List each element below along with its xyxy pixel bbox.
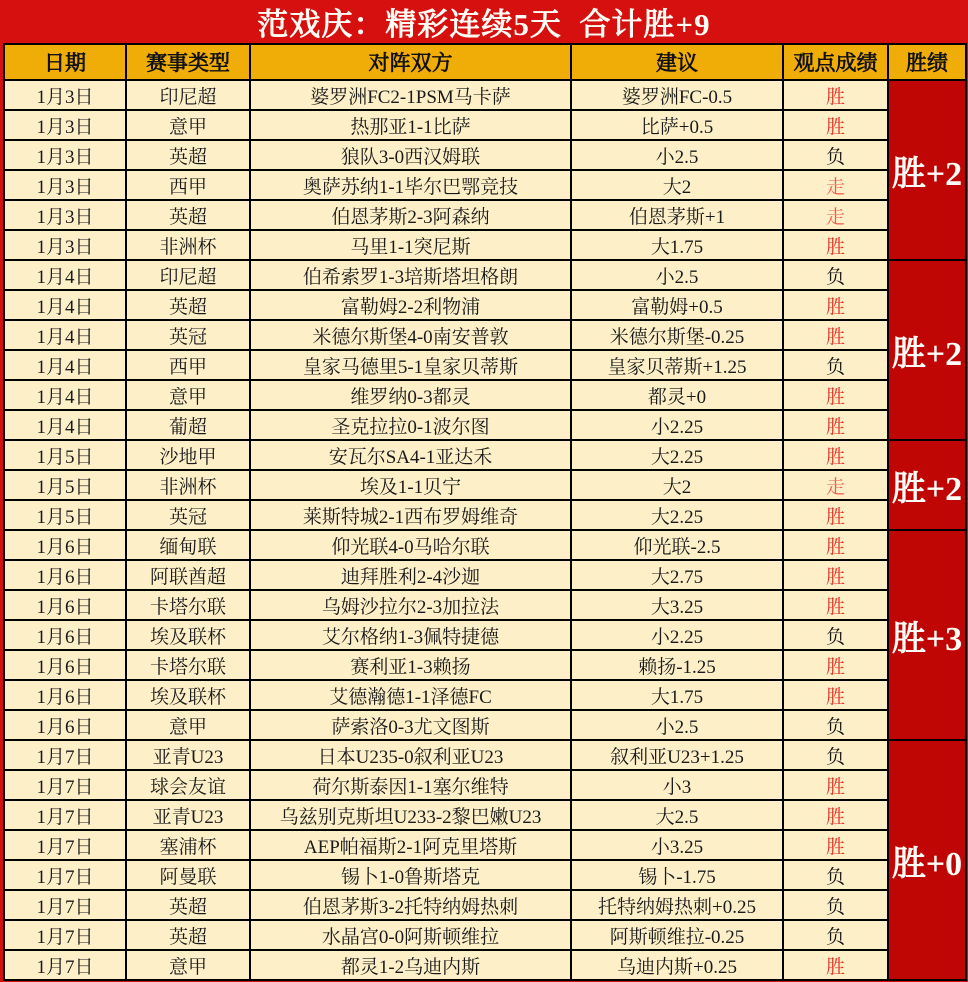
table-row: [4, 500, 966, 530]
date-cell: 1月3日: [4, 80, 126, 110]
result-cell: 走: [783, 170, 888, 200]
date-cell: 1月7日: [4, 770, 126, 800]
result-cell: 胜: [783, 680, 888, 710]
tip-cell: 大2: [571, 470, 783, 500]
table-row: [4, 380, 966, 410]
league-cell: 缅甸联: [126, 530, 250, 560]
league-cell: 亚青U23: [126, 800, 250, 830]
tip-cell: 伯恩茅斯+1: [571, 200, 783, 230]
table-row: [4, 260, 966, 290]
table-row: [4, 710, 966, 740]
header-date: 日期: [4, 44, 126, 80]
league-cell: 英超: [126, 200, 250, 230]
league-cell: 英超: [126, 140, 250, 170]
header-match: 对阵双方: [250, 44, 571, 80]
streak-cell: 胜+0: [888, 740, 966, 980]
result-cell: 胜: [783, 800, 888, 830]
streak-cell: 胜+3: [888, 530, 966, 740]
tip-cell: 比萨+0.5: [571, 110, 783, 140]
table-row: [4, 410, 966, 440]
table-row: [4, 140, 966, 170]
date-cell: 1月7日: [4, 800, 126, 830]
match-cell: 富勒姆2-2利物浦: [250, 290, 571, 320]
match-cell: 乌兹别克斯坦U233-2黎巴嫩U23: [250, 800, 571, 830]
date-cell: 1月6日: [4, 560, 126, 590]
date-cell: 1月6日: [4, 680, 126, 710]
tip-cell: 锡卜-1.75: [571, 860, 783, 890]
table-row: [4, 920, 966, 950]
date-cell: 1月7日: [4, 920, 126, 950]
tip-cell: 仰光联-2.5: [571, 530, 783, 560]
title-bar: [3, 0, 965, 43]
date-cell: 1月3日: [4, 110, 126, 140]
match-cell: 维罗纳0-3都灵: [250, 380, 571, 410]
result-cell: 负: [783, 140, 888, 170]
tip-cell: 大3.25: [571, 590, 783, 620]
table-row: [4, 320, 966, 350]
match-cell: 伯恩茅斯3-2托特纳姆热刺: [250, 890, 571, 920]
league-cell: 意甲: [126, 110, 250, 140]
tip-cell: 大2.25: [571, 500, 783, 530]
match-cell: 马里1-1突尼斯: [250, 230, 571, 260]
result-cell: 胜: [783, 560, 888, 590]
header-row: [4, 44, 966, 80]
tip-cell: 大2.75: [571, 560, 783, 590]
match-cell: 埃及1-1贝宁: [250, 470, 571, 500]
table-row: [4, 590, 966, 620]
league-cell: 印尼超: [126, 260, 250, 290]
league-cell: 印尼超: [126, 80, 250, 110]
date-cell: 1月7日: [4, 950, 126, 980]
match-cell: 伯希索罗1-3培斯塔坦格朗: [250, 260, 571, 290]
table-row: [4, 470, 966, 500]
league-cell: 意甲: [126, 950, 250, 980]
date-cell: 1月4日: [4, 410, 126, 440]
date-cell: 1月6日: [4, 650, 126, 680]
match-cell: 萨索洛0-3尤文图斯: [250, 710, 571, 740]
match-cell: 婆罗洲FC2-1PSM马卡萨: [250, 80, 571, 110]
result-cell: 胜: [783, 80, 888, 110]
result-cell: 负: [783, 710, 888, 740]
table-row: [4, 170, 966, 200]
date-cell: 1月3日: [4, 140, 126, 170]
date-cell: 1月6日: [4, 710, 126, 740]
league-cell: 英超: [126, 290, 250, 320]
date-cell: 1月6日: [4, 590, 126, 620]
match-cell: 莱斯特城2-1西布罗姆维奇: [250, 500, 571, 530]
match-cell: 圣克拉拉0-1波尔图: [250, 410, 571, 440]
result-cell: 胜: [783, 650, 888, 680]
tip-cell: 阿斯顿维拉-0.25: [571, 920, 783, 950]
table-row: [4, 620, 966, 650]
result-cell: 负: [783, 740, 888, 770]
result-cell: 胜: [783, 830, 888, 860]
result-cell: 胜: [783, 110, 888, 140]
table-row: [4, 350, 966, 380]
streak-cell: 胜+2: [888, 260, 966, 440]
tip-cell: 大1.75: [571, 680, 783, 710]
page-title: 范戏庆：精彩连续5天 合计胜+9: [257, 7, 711, 42]
league-cell: 英冠: [126, 500, 250, 530]
tip-cell: 小2.25: [571, 620, 783, 650]
match-cell: 安瓦尔SA4-1亚达禾: [250, 440, 571, 470]
tip-cell: 大2.25: [571, 440, 783, 470]
table-row: [4, 860, 966, 890]
date-cell: 1月3日: [4, 230, 126, 260]
table-row: [4, 230, 966, 260]
league-cell: 沙地甲: [126, 440, 250, 470]
table-row: [4, 770, 966, 800]
streak-cell: 胜+2: [888, 80, 966, 260]
result-cell: 胜: [783, 500, 888, 530]
match-cell: 乌姆沙拉尔2-3加拉法: [250, 590, 571, 620]
date-cell: 1月7日: [4, 740, 126, 770]
date-cell: 1月6日: [4, 620, 126, 650]
table-row: [4, 890, 966, 920]
result-cell: 负: [783, 620, 888, 650]
tip-cell: 皇家贝蒂斯+1.25: [571, 350, 783, 380]
league-cell: 阿联酋超: [126, 560, 250, 590]
match-cell: 赛利亚1-3赖扬: [250, 650, 571, 680]
header-result: 观点成绩: [783, 44, 888, 80]
tip-cell: 米德尔斯堡-0.25: [571, 320, 783, 350]
league-cell: 塞浦杯: [126, 830, 250, 860]
result-cell: 胜: [783, 770, 888, 800]
date-cell: 1月5日: [4, 470, 126, 500]
table-row: [4, 290, 966, 320]
tip-cell: 托特纳姆热刺+0.25: [571, 890, 783, 920]
match-cell: 奥萨苏纳1-1毕尔巴鄂竞技: [250, 170, 571, 200]
date-cell: 1月6日: [4, 530, 126, 560]
league-cell: 卡塔尔联: [126, 650, 250, 680]
result-cell: 胜: [783, 590, 888, 620]
result-cell: 走: [783, 470, 888, 500]
match-cell: 伯恩茅斯2-3阿森纳: [250, 200, 571, 230]
header-tip: 建议: [571, 44, 783, 80]
league-cell: 西甲: [126, 170, 250, 200]
date-cell: 1月4日: [4, 350, 126, 380]
tip-cell: 小2.5: [571, 260, 783, 290]
date-cell: 1月4日: [4, 320, 126, 350]
match-cell: 迪拜胜利2-4沙迦: [250, 560, 571, 590]
result-cell: 胜: [783, 230, 888, 260]
table-row: [4, 800, 966, 830]
league-cell: 意甲: [126, 380, 250, 410]
tip-cell: 叙利亚U23+1.25: [571, 740, 783, 770]
match-cell: 米德尔斯堡4-0南安普敦: [250, 320, 571, 350]
league-cell: 非洲杯: [126, 470, 250, 500]
league-cell: 亚青U23: [126, 740, 250, 770]
tip-cell: 大1.75: [571, 230, 783, 260]
table-row: [4, 680, 966, 710]
match-cell: AEP帕福斯2-1阿克里塔斯: [250, 830, 571, 860]
match-cell: 锡卜1-0鲁斯塔克: [250, 860, 571, 890]
tip-cell: 小3.25: [571, 830, 783, 860]
table-row: [4, 830, 966, 860]
match-cell: 日本U235-0叙利亚U23: [250, 740, 571, 770]
table-row: [4, 740, 966, 770]
league-cell: 英冠: [126, 320, 250, 350]
header-streak: 胜绩: [888, 44, 966, 80]
table-row: [4, 440, 966, 470]
results-table: [3, 43, 967, 981]
date-cell: 1月7日: [4, 890, 126, 920]
header-league: 赛事类型: [126, 44, 250, 80]
streak-cell: 胜+2: [888, 440, 966, 530]
table-row: [4, 650, 966, 680]
league-cell: 英超: [126, 890, 250, 920]
match-cell: 都灵1-2乌迪内斯: [250, 950, 571, 980]
date-cell: 1月4日: [4, 380, 126, 410]
result-cell: 负: [783, 860, 888, 890]
result-cell: 胜: [783, 440, 888, 470]
league-cell: 球会友谊: [126, 770, 250, 800]
result-cell: 负: [783, 890, 888, 920]
match-cell: 艾德瀚德1-1泽德FC: [250, 680, 571, 710]
league-cell: 阿曼联: [126, 860, 250, 890]
result-cell: 负: [783, 260, 888, 290]
table-row: [4, 950, 966, 980]
league-cell: 埃及联杯: [126, 620, 250, 650]
date-cell: 1月5日: [4, 500, 126, 530]
table-row: [4, 530, 966, 560]
match-cell: 荷尔斯泰因1-1塞尔维特: [250, 770, 571, 800]
table-row: [4, 110, 966, 140]
result-cell: 胜: [783, 410, 888, 440]
tip-cell: 赖扬-1.25: [571, 650, 783, 680]
match-cell: 仰光联4-0马哈尔联: [250, 530, 571, 560]
tip-cell: 大2: [571, 170, 783, 200]
league-cell: 葡超: [126, 410, 250, 440]
table-row: [4, 200, 966, 230]
table-row: [4, 80, 966, 110]
match-cell: 皇家马德里5-1皇家贝蒂斯: [250, 350, 571, 380]
table-row: [4, 560, 966, 590]
match-cell: 热那亚1-1比萨: [250, 110, 571, 140]
league-cell: 埃及联杯: [126, 680, 250, 710]
tip-cell: 富勒姆+0.5: [571, 290, 783, 320]
date-cell: 1月4日: [4, 260, 126, 290]
league-cell: 英超: [126, 920, 250, 950]
result-cell: 负: [783, 350, 888, 380]
result-cell: 胜: [783, 950, 888, 980]
league-cell: 非洲杯: [126, 230, 250, 260]
tip-cell: 婆罗洲FC-0.5: [571, 80, 783, 110]
result-cell: 胜: [783, 320, 888, 350]
league-cell: 意甲: [126, 710, 250, 740]
tip-cell: 大2.5: [571, 800, 783, 830]
date-cell: 1月7日: [4, 830, 126, 860]
tip-cell: 小2.25: [571, 410, 783, 440]
match-cell: 水晶宫0-0阿斯顿维拉: [250, 920, 571, 950]
date-cell: 1月4日: [4, 290, 126, 320]
tip-cell: 小3: [571, 770, 783, 800]
result-cell: 胜: [783, 290, 888, 320]
tip-cell: 都灵+0: [571, 380, 783, 410]
tip-cell: 小2.5: [571, 140, 783, 170]
match-cell: 狼队3-0西汉姆联: [250, 140, 571, 170]
date-cell: 1月7日: [4, 860, 126, 890]
tip-cell: 乌迪内斯+0.25: [571, 950, 783, 980]
league-cell: 西甲: [126, 350, 250, 380]
match-cell: 艾尔格纳1-3佩特捷德: [250, 620, 571, 650]
result-cell: 走: [783, 200, 888, 230]
date-cell: 1月3日: [4, 200, 126, 230]
date-cell: 1月3日: [4, 170, 126, 200]
result-cell: 负: [783, 920, 888, 950]
league-cell: 卡塔尔联: [126, 590, 250, 620]
date-cell: 1月5日: [4, 440, 126, 470]
tip-cell: 小2.5: [571, 710, 783, 740]
result-cell: 胜: [783, 530, 888, 560]
result-cell: 胜: [783, 380, 888, 410]
